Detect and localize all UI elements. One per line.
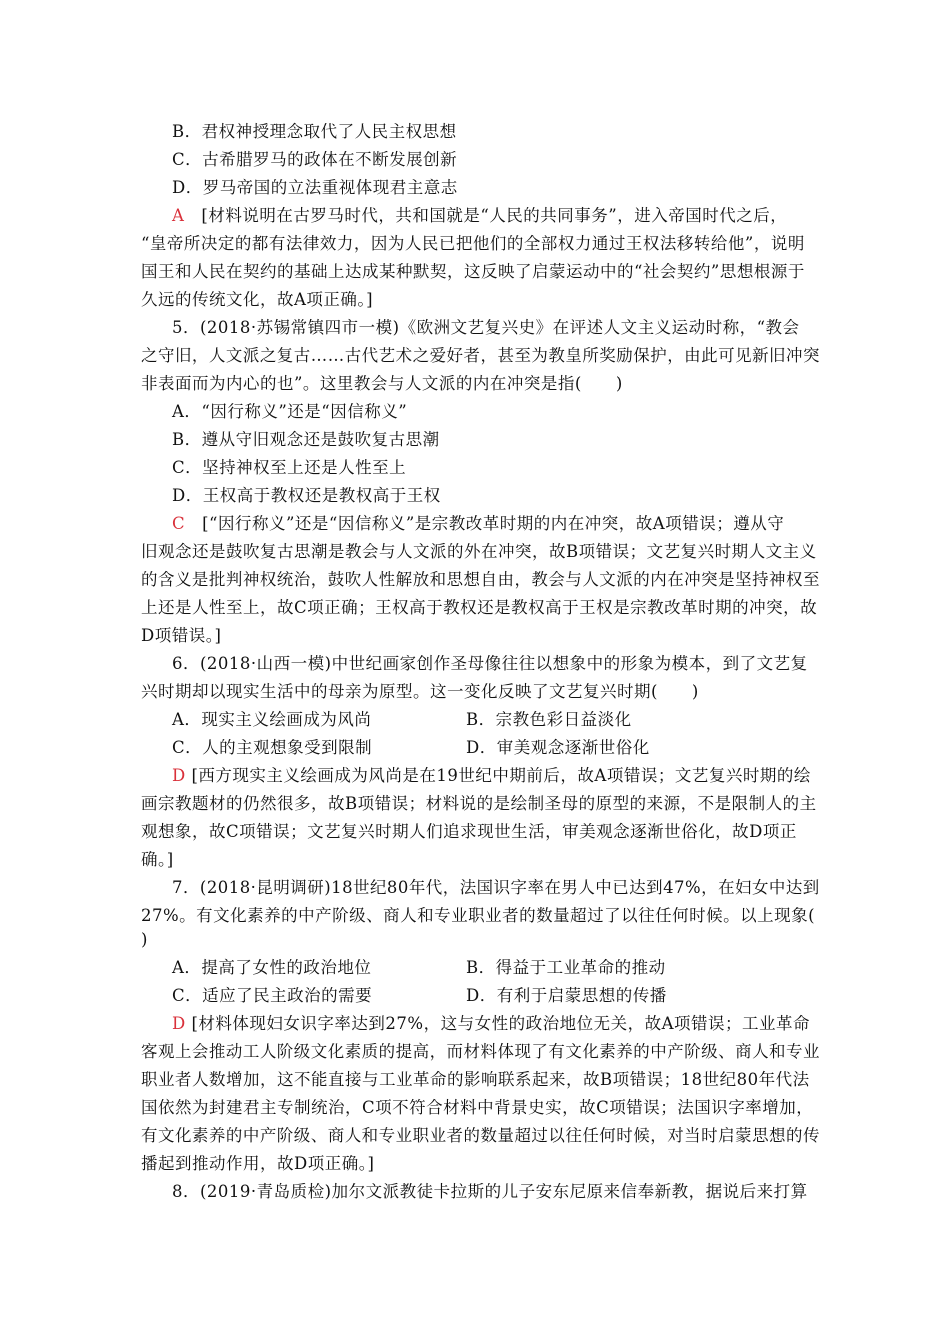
q5-option-c: C．坚持神权至上还是人性至上 — [172, 458, 407, 477]
q5-option-b: B．遵从守旧观念还是鼓吹复古思潮 — [172, 430, 440, 449]
q4-option-b: B．君权神授理念取代了人民主权思想 — [172, 122, 457, 141]
q6-answer-letter: D — [172, 766, 186, 785]
q5-explanation-line: 旧观念还是鼓吹复古思潮是教会与人文派的外在冲突，故B项错误；文艺复兴时期人文主义 — [141, 542, 817, 561]
q7-explanation-line: 客观上会推动工人阶级文化素质的提高，而材料体现了有文化素养的中产阶级、商人和专业 — [141, 1042, 820, 1061]
q7-explanation-text: [材料体现妇女识字率达到27%，这与女性的政治地位无关，故A项错误；工业革命 — [191, 1014, 811, 1033]
q6-stem-line: 兴时期却以现实生活中的母亲为原型。这一变化反映了文艺复兴时期( ) — [141, 682, 699, 701]
q7-stem-line: ) — [141, 930, 148, 949]
q7-answer-letter: D — [172, 1014, 186, 1033]
q4-option-c: C．古希腊罗马的政体在不断发展创新 — [172, 150, 458, 169]
q7-explanation-line: 国依然为封建君主专制统治，C项不符合材料中背景史实，故C项错误；法国识字率增加， — [141, 1098, 814, 1117]
q6-option-d: D．审美观念逐渐世俗化 — [466, 738, 650, 757]
q7-stem-line: 7．(2018·昆明调研)18世纪80年代，法国识字率在男人中已达到47%，在妇女中达到 — [172, 878, 820, 897]
q4-option-d: D．罗马帝国的立法重视体现君主意志 — [172, 178, 458, 197]
q4-explanation-line — [172, 206, 787, 226]
q7-option-b: B．得益于工业革命的推动 — [466, 958, 666, 977]
q6-explanation-line: 确。] — [141, 850, 174, 869]
q7-explanation-line: 有文化素养的中产阶级、商人和专业职业者的数量超过以往任何时候，对当时启蒙思想的传 — [141, 1126, 820, 1145]
q4-explanation-line: 国王和人民在契约的基础上达成某种默契，这反映了启蒙运动中的“社会契约”思想根源于 — [141, 262, 805, 281]
q5-stem-line: 非表面而为内心的也”。这里教会与人文派的内在冲突是指( ) — [141, 374, 623, 393]
q5-explanation-line: 上还是人性至上，故C项正确；王权高于教权还是教权高于王权是宗教改革时期的冲突，故 — [141, 598, 818, 617]
q6-option-a: A．现实主义绘画成为风尚 — [172, 710, 372, 729]
q8-stem-line: 8．(2019·青岛质检)加尔文派教徒卡拉斯的儿子安东尼原来信奉新教，据说后来打算 — [172, 1182, 808, 1201]
q6-option-b: B．宗教色彩日益淡化 — [466, 710, 632, 729]
q5-stem-line: 5．(2018·苏锡常镇四市一模)《欧洲文艺复兴史》在评述人文主义运动时称，“教会 — [172, 318, 800, 337]
q6-explanation-line — [172, 766, 811, 786]
q7-explanation-line: 播起到推动作用，故D项正确。] — [141, 1154, 375, 1173]
q4-explanation-line: “皇帝所决定的都有法律效力，因为人民已把他们的全部权力通过王权法移转给他”，说明 — [141, 234, 805, 253]
q5-explanation-text: [“因行称义”还是“因信称义”是宗教改革时期的内在冲突，故A项错误；遵从守 — [202, 514, 785, 533]
q5-explanation-line — [172, 514, 784, 534]
q5-explanation-line: D项错误。] — [141, 626, 222, 645]
q4-explanation-line: 久远的传统文化，故A项正确。] — [141, 290, 374, 309]
q7-stem-line: 27%。有文化素养的中产阶级、商人和专业职业者的数量超过了以往任何时候。以上现象( — [141, 906, 816, 925]
q7-option-a: A．提高了女性的政治地位 — [172, 958, 372, 977]
q4-explanation-text: [材料说明在古罗马时代，共和国就是“人民的共同事务”，进入帝国时代之后， — [201, 206, 788, 225]
q5-option-a: A．“因行称义”还是“因信称义” — [172, 402, 408, 421]
q5-option-d: D．王权高于教权还是教权高于王权 — [172, 486, 441, 505]
q7-explanation-line — [172, 1014, 810, 1034]
q6-option-c: C．人的主观想象受到限制 — [172, 738, 373, 757]
q6-explanation-text: [西方现实主义绘画成为风尚是在19世纪中期前后，故A项错误；文艺复兴时期的绘 — [191, 766, 811, 785]
q6-stem-line: 6．(2018·山西一模)中世纪画家创作圣母像往往以想象中的形象为模本，到了文艺复 — [172, 654, 808, 673]
q4-answer-letter: A — [172, 206, 185, 225]
q5-stem-line: 之守旧，人文派之复古……古代艺术之爱好者，甚至为教皇所奖励保护，由此可见新旧冲突 — [141, 346, 820, 365]
q6-explanation-line: 画宗教题材的仍然很多，故B项错误；材料说的是绘制圣母的原型的来源，不是限制人的主 — [141, 794, 817, 813]
q6-explanation-line: 观想象，故C项错误；文艺复兴时期人们追求现世生活，审美观念逐渐世俗化，故D项正 — [141, 822, 797, 841]
q5-explanation-line: 的含义是批判神权统治，鼓吹人性解放和思想自由，教会与人文派的内在冲突是坚持神权至 — [141, 570, 820, 589]
q5-answer-letter: C — [172, 514, 186, 533]
q7-option-c: C．适应了民主政治的需要 — [172, 986, 373, 1005]
q7-explanation-line: 职业者人数增加，这不能直接与工业革命的影响联系起来，故B项错误；18世纪80年代法 — [141, 1070, 810, 1089]
q7-option-d: D．有利于启蒙思想的传播 — [466, 986, 667, 1005]
